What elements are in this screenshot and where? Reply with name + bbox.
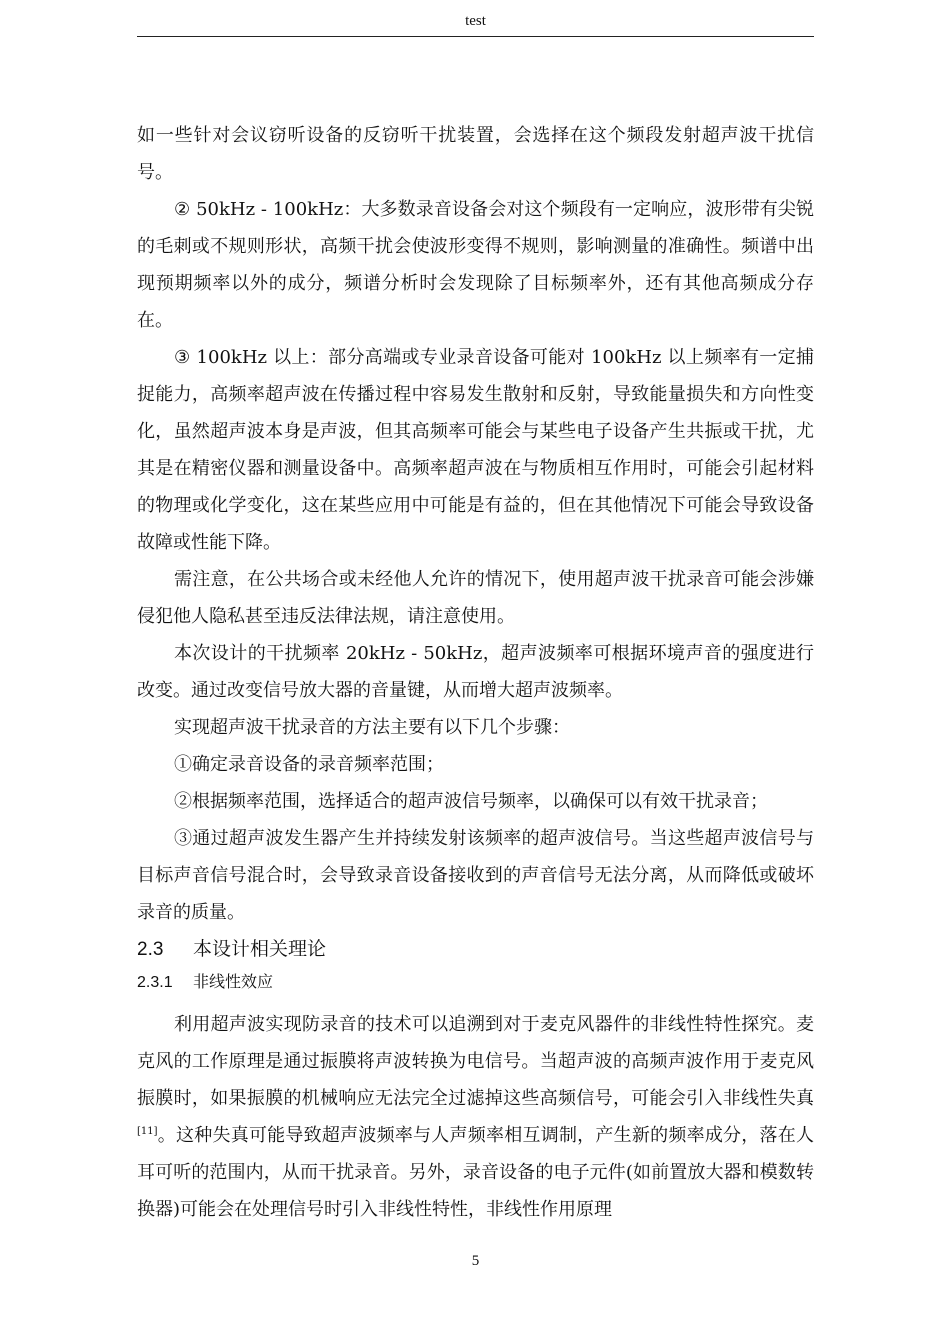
document-body — [137, 117, 814, 1228]
paragraph — [137, 1006, 814, 1228]
list-item: ③通过超声波发生器产生并持续发射该频率的超声波信号。当这些超声波信号与目标声音信号混合时，会导致录音设备接收到的声音信号无法分离，从而降低或破坏录音的质量。 — [137, 828, 814, 923]
list-item: ②根据频率范围，选择适合的超声波信号频率，以确保可以有效干扰录音； — [174, 791, 768, 812]
page-header: test — [465, 13, 486, 29]
paragraph: ③ 100kHz 以上：部分高端或专业录音设备可能对 100kHz 以上频率有一定捕捉能力，高频率超声波在传播过程中容易发生散射和反射，导致能量损失和方向性变化，虽然超声波本身是声波，但其高频率可能会与某些电子设备产生共振或干扰，尤其是在精密仪器和测量设备中。高频率超声波在与物质相互作用时，可能会引起材料的物理或化学变化，这在某些应用中可能是有益的，但在其他情况下可能会导致设备故障或性能下降。 — [137, 347, 814, 553]
subsection-number: 2.3.1 — [137, 974, 173, 991]
paragraph: 需注意，在公共场合或未经他人允许的情况下，使用超声波干扰录音可能会涉嫌侵犯他人隐私甚至违反法律法规，请注意使用。 — [137, 569, 814, 627]
section-heading — [137, 932, 814, 967]
paragraph: 如一些针对会议窃听设备的反窃听干扰装置，会选择在这个频段发射超声波干扰信号。 — [137, 125, 814, 183]
paragraph: ② 50kHz - 100kHz：大多数录音设备会对这个频段有一定响应，波形带有尖锐的毛刺或不规则形状，高频干扰会使波形变得不规则，影响测量的准确性。频谱中出现预期频率以外的成分，频谱分析时会发现除了目标频率外，还有其他高频成分存在。 — [137, 199, 814, 331]
section-number: 2.3 — [137, 939, 164, 960]
paragraph-text: 利用超声波实现防录音的技术可以追溯到对于麦克风器件的非线性特性探究。麦克风的工作原理是通过振膜将声波转换为电信号。当超声波的高频声波作用于麦克风振膜时，如果振膜的机械响应无法完全过滤掉这些高频信号，可能会引入非线性失真 — [137, 1014, 814, 1109]
section-title: 本设计相关理论 — [193, 938, 327, 960]
header-divider — [137, 36, 814, 37]
subsection-title: 非线性效应 — [193, 972, 274, 991]
paragraph: 本次设计的干扰频率 20kHz - 50kHz，超声波频率可根据环境声音的强度进行改变。通过改变信号放大器的音量键，从而增大超声波频率。 — [137, 643, 814, 701]
list-item: ①确定录音设备的录音频率范围； — [174, 754, 444, 775]
paragraph: 实现超声波干扰录音的方法主要有以下几个步骤： — [174, 717, 570, 738]
paragraph-text: 。这种失真可能导致超声波频率与人声频率相互调制，产生新的频率成分，落在人耳可听的范围内，从而干扰录音。另外，录音设备的电子元件(如前置放大器和模数转换器)可能会在处理信号时引入非线性特性，非线性作用原理 — [137, 1125, 814, 1220]
subsection-heading — [137, 967, 814, 998]
page-number: 5 — [471, 1253, 480, 1269]
citation: [11] — [137, 1126, 158, 1137]
